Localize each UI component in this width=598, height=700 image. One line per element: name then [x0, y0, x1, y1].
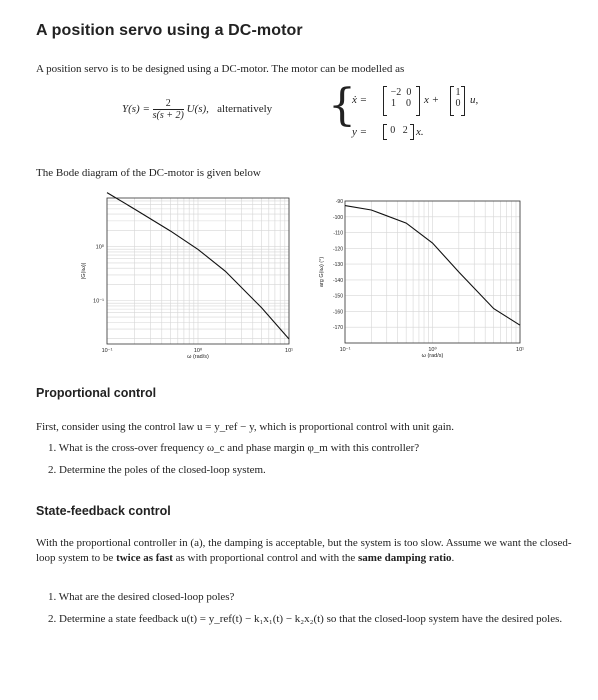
- proportional-question-2: 2. Determine the poles of the closed-loop system.: [48, 464, 266, 476]
- x-tick-label: 10⁻¹: [339, 347, 351, 353]
- matrix-c: 0 2: [390, 125, 408, 136]
- output-equation-lhs: y =: [352, 126, 368, 138]
- matrix-a: −2 0 1 0: [390, 87, 412, 109]
- x-axis-label: ω (rad/s): [187, 354, 209, 360]
- proportional-text: First, consider using the control law u = y_ref − y, which is proportional control with unit gain.: [36, 421, 455, 433]
- y-tick-label: -130: [332, 262, 343, 269]
- y-tick-label: -160: [332, 309, 343, 316]
- x-axis-label: ω (rad/s): [421, 353, 444, 359]
- y-tick-label: 10⁻¹: [93, 298, 104, 305]
- y-tick-label: -170: [332, 325, 343, 332]
- y-tick-label: -110: [333, 230, 343, 237]
- y-tick-label: -90: [335, 199, 343, 205]
- y-tick-label: -140: [332, 277, 343, 284]
- y-tick-label: -120: [332, 246, 343, 253]
- state-equation-lhs: ẋ =: [352, 94, 368, 106]
- x-tick-label: 10⁰: [428, 347, 437, 353]
- x-tick-label: 10⁻¹: [101, 348, 113, 354]
- input-u: u,: [470, 94, 479, 106]
- proportional-question-1: 1. What is the cross-over frequency ω_c and phase margin φ_m with this controller?: [48, 442, 420, 454]
- x-tick-label: 10¹: [516, 347, 524, 353]
- intro-text: A position servo is to be designed using a DC-motor. The motor can be modelled as: [36, 63, 405, 75]
- output-x: x.: [416, 126, 424, 138]
- state-feedback-question-2: 2. Determine a state feedback u(t) = y_ref(t) − k₁x₁(t) − k₂x₂(t) so that the closed-loop system have the desired poles.: [48, 613, 563, 625]
- matrix-b: 1 0: [455, 87, 461, 109]
- y-axis-label: |G(iω)|: [81, 262, 87, 280]
- section-heading-proportional: Proportional control: [36, 386, 157, 400]
- state-feedback-text: With the proportional controller in (a), the damping is acceptable, but the system is too slow. Assume we want the closed-loop system to be twice as fast as with proportional control and with the same damping ratio.: [36, 537, 572, 564]
- left-brace: {: [328, 80, 356, 131]
- page-title: A position servo using a DC-motor: [36, 22, 303, 39]
- bode-diagram: [0, 186, 598, 360]
- plus-x: x +: [424, 94, 440, 106]
- x-tick-label: 10⁰: [193, 348, 203, 354]
- state-feedback-question-1: 1. What are the desired closed-loop poles?: [48, 591, 235, 603]
- y-axis-label: arg G(iω) (°): [319, 256, 325, 288]
- bode-caption: The Bode diagram of the DC-motor is given below: [36, 167, 261, 179]
- phase-plot: [319, 199, 524, 359]
- magnitude-plot: [81, 193, 293, 360]
- section-heading-state-feedback: State-feedback control: [36, 504, 171, 518]
- transfer-function: Y(s) = $\frac{2}{s(s + 2)}$ U(s), alternatively: [122, 98, 273, 121]
- x-tick-label: 10¹: [285, 348, 293, 354]
- y-tick-label: -150: [332, 293, 343, 300]
- y-tick-label: -100: [332, 214, 343, 221]
- y-tick-label: 10⁰: [95, 244, 104, 251]
